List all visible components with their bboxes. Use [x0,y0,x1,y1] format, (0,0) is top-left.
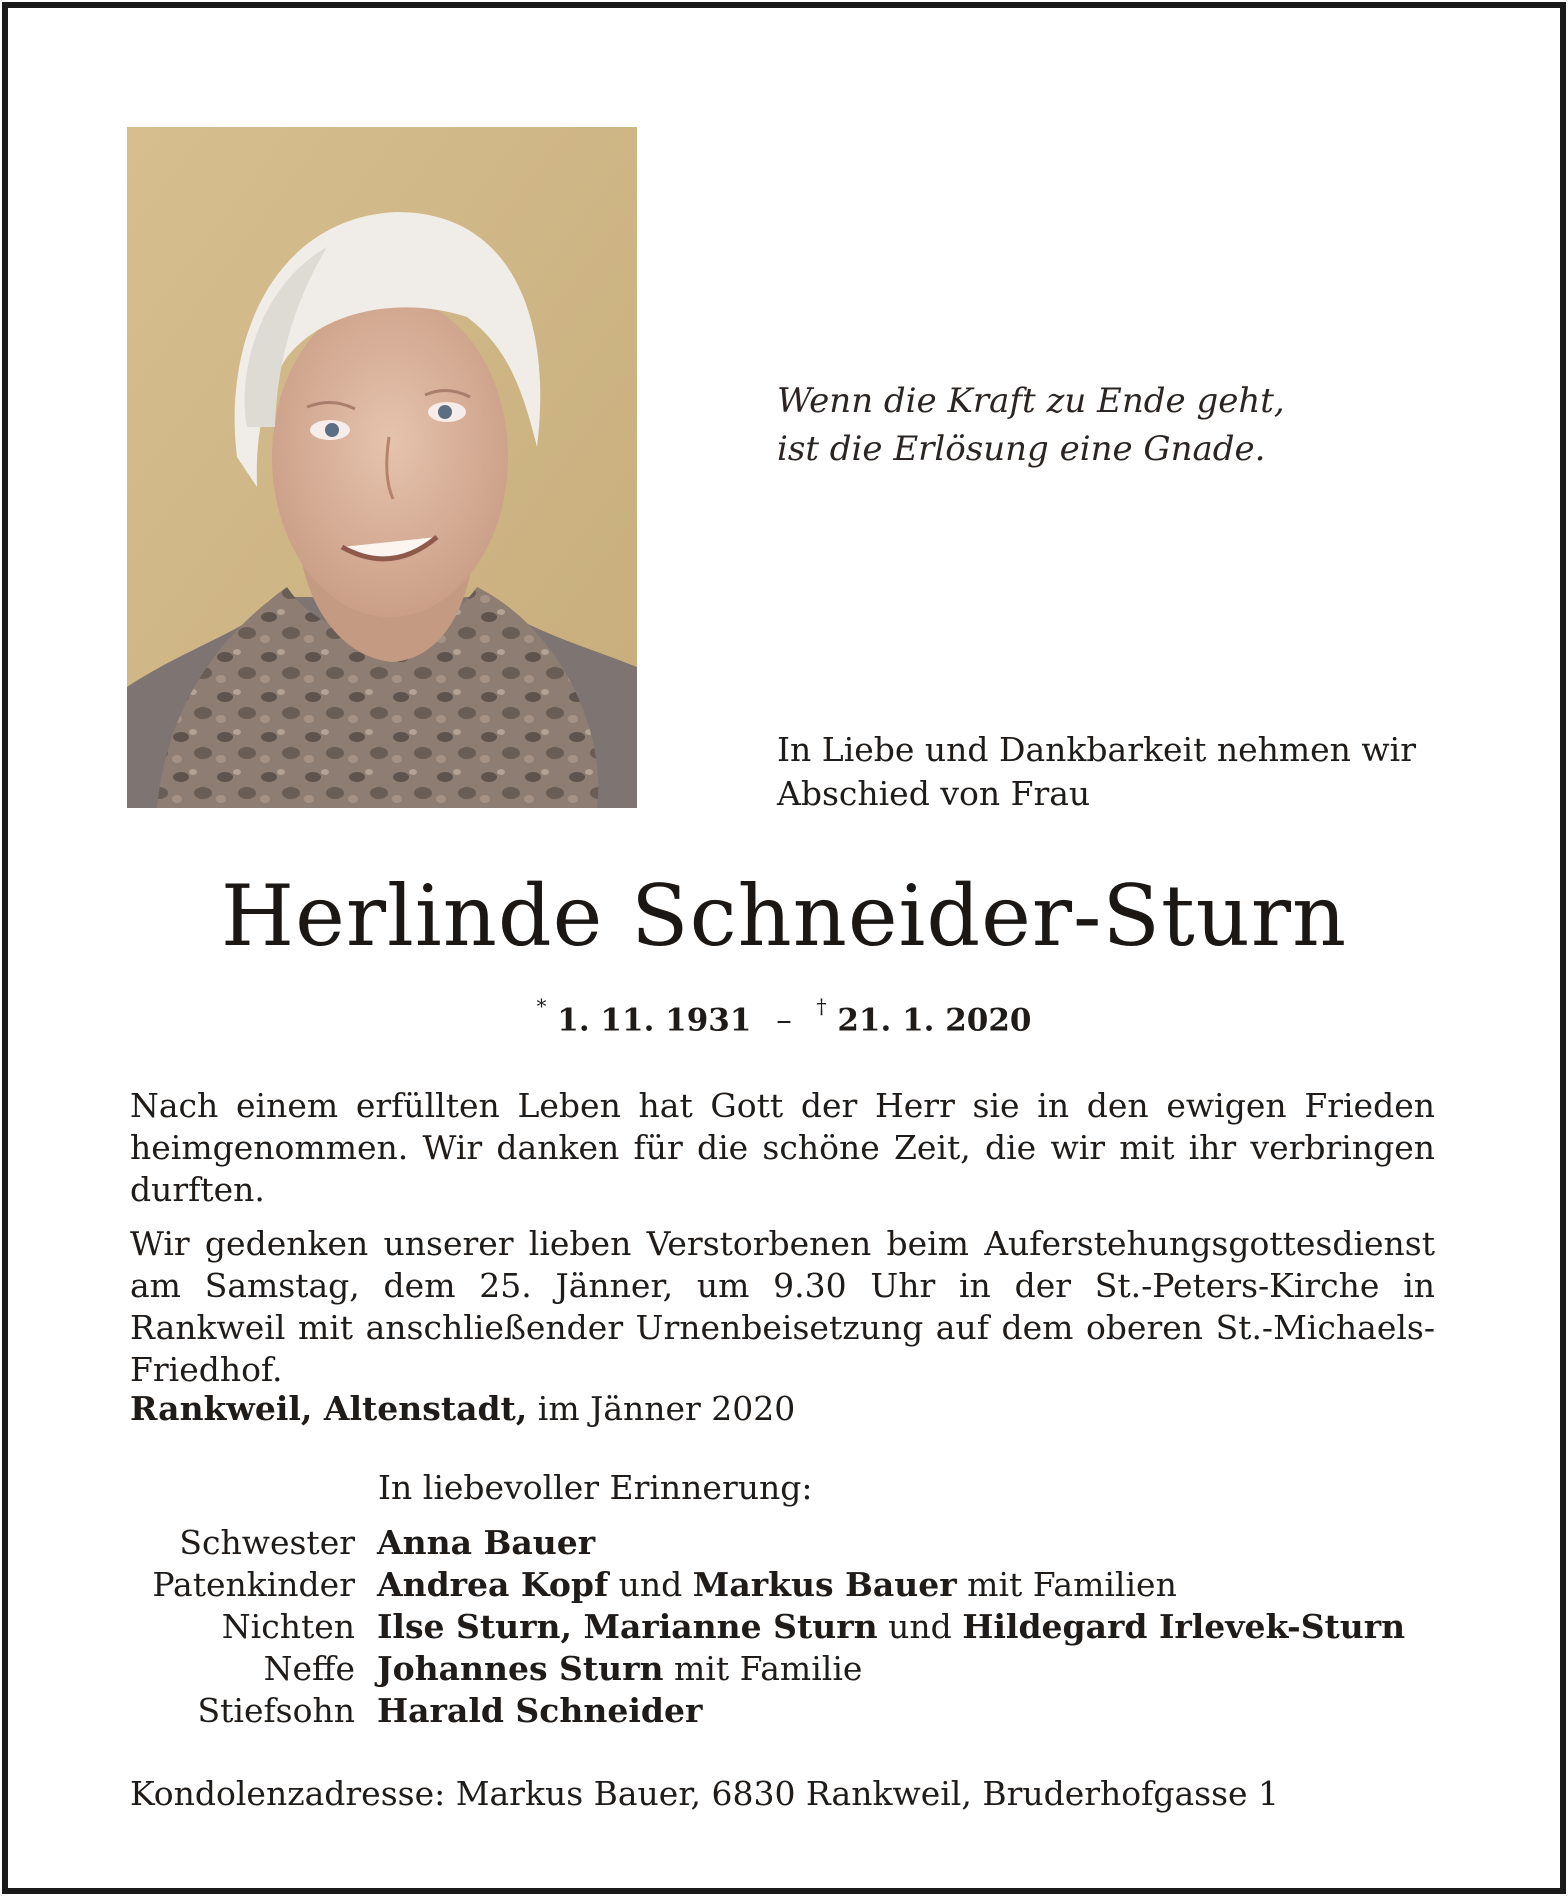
mourner-relation: Stiefsohn [197,1691,355,1730]
birth-symbol: * [536,994,547,1018]
mourner-name: Anna Bauer [377,1523,596,1562]
notice-date: im Jänner 2020 [537,1389,796,1428]
place-date [130,1388,795,1430]
mourner-name: Andrea Kopf [377,1565,609,1604]
mourner-relation: Schwester [179,1523,355,1562]
mourner-row [110,1606,1405,1648]
place-name: Rankweil, Altenstadt, [130,1389,528,1428]
death-date: 21. 1. 2020 [837,1002,1032,1039]
life-dates [0,994,1568,1039]
quote-line: Wenn die Kraft zu Ende geht, [777,381,1285,421]
mourner-names [377,1690,702,1732]
mourner-relation: Patenkinder [152,1565,355,1604]
remembrance-heading: In liebevoller Erinnerung: [378,1468,813,1507]
quote-line: ist die Erlösung eine Gnade. [777,429,1266,469]
mourner-row [110,1522,1405,1564]
farewell-intro [777,728,1416,816]
mourner-names [377,1606,1405,1648]
mourner-row [110,1564,1405,1606]
mourner-name: Markus Bauer [692,1565,957,1604]
birth-date: 1. 11. 1931 [557,1002,752,1039]
mourner-name: Hildegard Irlevek-Sturn [962,1607,1406,1646]
mourner-names [377,1522,595,1564]
mourner-names [377,1648,862,1690]
mourner-connector: mit Familie [663,1649,863,1688]
condolence-address: Kondolenzadresse: Markus Bauer, 6830 Rankweil, Bruderhofgasse 1 [130,1774,1280,1813]
mourner-row [110,1648,1405,1690]
mourner-relation: Nichten [221,1607,355,1646]
intro-line: Abschied von Frau [777,774,1091,813]
mourner-name: Johannes Sturn [377,1649,664,1688]
mourner-name: Ilse Sturn, Marianne Sturn [377,1607,878,1646]
epitaph-quote [777,377,1285,473]
paragraph-life: Nach einem erfüllten Leben hat Gott der Herr sie in den ewigen Frieden heimgenommen. Wir danken für die schöne Zeit, die wir mit ihr verbringen durften. [130,1086,1435,1209]
mourners-list [110,1522,1405,1732]
mourner-name: Harald Schneider [377,1691,703,1730]
mourner-row [110,1690,1405,1732]
mourner-names [377,1564,1177,1606]
mourner-connector: und [877,1607,963,1646]
intro-line: In Liebe und Dankbarkeit nehmen wir [777,730,1417,769]
date-dash: – [776,1002,792,1039]
portrait-photo [127,127,637,808]
deceased-name: Herlinde Schneider-Sturn [220,867,1348,965]
mourner-relation: Neffe [263,1649,355,1688]
mourner-connector: mit Familien [956,1565,1177,1604]
mourner-connector: und [608,1565,693,1604]
death-symbol: † [816,994,827,1018]
paragraph-service: Wir gedenken unserer lieben Verstorbenen beim Auferstehungsgottesdienst am Samstag, dem 25. Jänner, um 9.30 Uhr in der St.-Peters-Kirche in Rankweil mit anschließender Urnenbeisetzung auf dem oberen St.-Michaels-Friedhof. [130,1224,1435,1389]
